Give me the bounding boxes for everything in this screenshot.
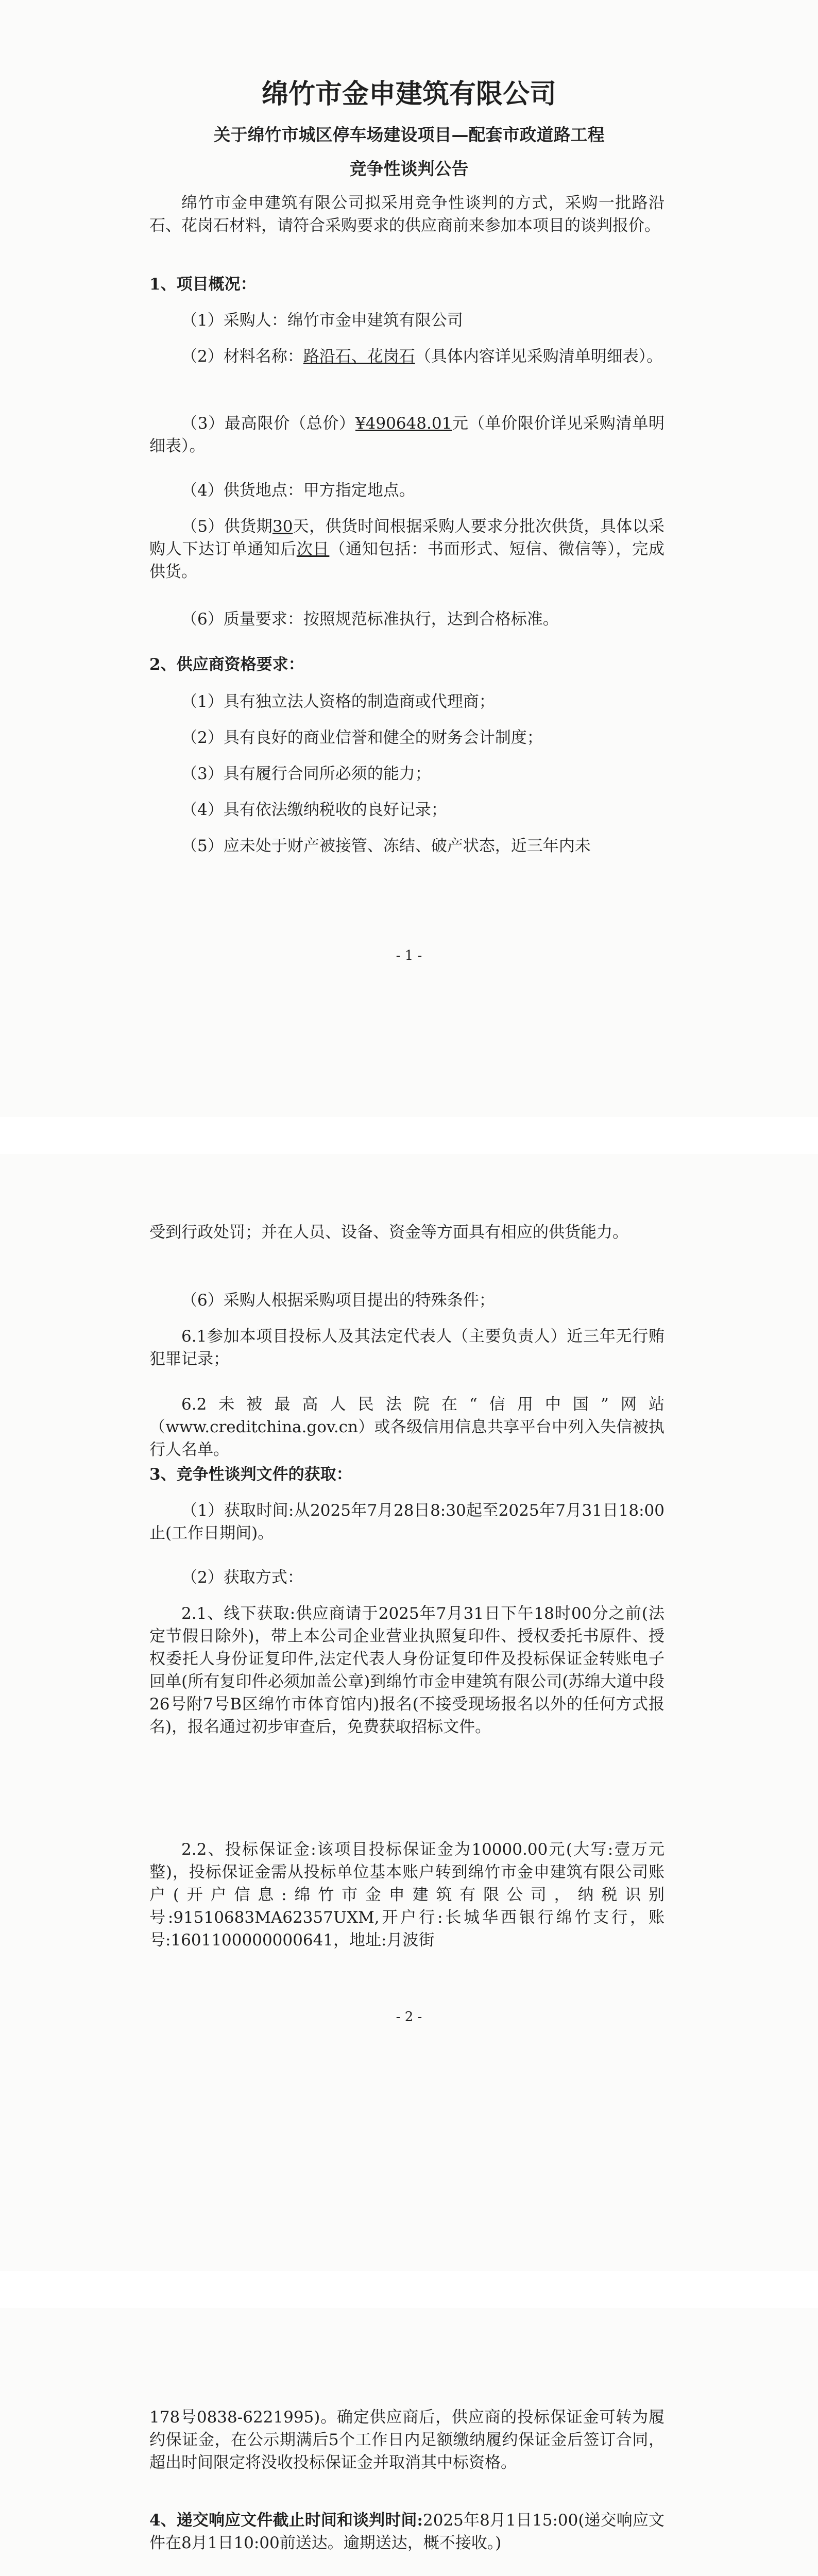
item-purchaser: （1）采购人：绵竹市金申建筑有限公司: [181, 311, 463, 330]
item-delivery-period: [149, 515, 664, 583]
text: （通知包括：书面形式、短信、微信等），完成供货。: [149, 540, 665, 581]
offline-obtain: 2.1、线下获取:供应商请于2025年7月31日下午18时00分之前(法定节假日除外)，带上本公司企业营业执照复印件、授权委托书原件、授权委托人身份证复印件,法定代表人身份证复印件及投标保证金转账电子回单(所有复印件必须加盖公章)到绵竹市金申建筑有限公司(苏绵大道中段26号附7号B区绵竹市体育馆内)报名(不接受现场报名以外的任何方式报名)，报名通过初步审查后，免费获取招标文件。: [149, 1604, 664, 1736]
continued-text: 178号0838-6221995)。确定供应商后，供应商的投标保证金可转为履约保证金，在公示期满后5个工作日内足额缴纳履约保证金后签订合同，超出时间限定将没收投标保证金并取消其中标资格。: [149, 2408, 664, 2472]
document-page-2: [0, 1154, 818, 2271]
qual-1: （1）具有独立法人资格的制造商或代理商；: [181, 692, 495, 711]
document-page-1: [0, 0, 818, 1117]
deadline: [149, 2509, 664, 2554]
page-number: - 1 -: [396, 948, 422, 963]
obtain-method: （2）获取方式：: [181, 1568, 303, 1587]
qual-6-2: 6.2未被最高人民法院在“信用中国”网站（www.creditchina.gov.cn）或各级信用信息共享平台中列入失信被执行人名单。: [149, 1395, 664, 1459]
label: （2）材料名称：: [181, 347, 303, 366]
qual-2: （2）具有良好的商业信誉和健全的财务会计制度；: [181, 728, 543, 747]
section-4-heading: 4、递交响应文件截止时间和谈判时间:: [149, 2511, 423, 2530]
obtain-time: （1）获取时间:从2025年7月28日8:30起至2025年7月31日18:00止(工作日期间)。: [149, 1501, 664, 1543]
document-page-3: [0, 2308, 818, 2576]
intro-paragraph: 绵竹市金申建筑有限公司拟采用竞争性谈判的方式，采购一批路沿石、花岗石材料，请符合采购要求的供应商前来参加本项目的谈判报价。: [149, 194, 664, 235]
qual-4: （4）具有依法缴纳税收的良好记录；: [181, 801, 447, 819]
page-number: - 2 -: [396, 2009, 422, 2025]
note: 元（单价限价详见采购清单明细表）。: [149, 414, 665, 455]
item-quality: （6）质量要求：按照规范标准执行，达到合格标准。: [181, 610, 559, 629]
qual-6: （6）采购人根据采购项目提出的特殊条件；: [181, 1291, 495, 1310]
section-1-heading: 1、项目概况：: [149, 275, 257, 294]
item-material-name: [149, 345, 664, 368]
item-max-price: [149, 412, 664, 457]
qual-6-1: 6.1参加本项目投标人及其法定代表人（主要负责人）近三年无行贿犯罪记录；: [149, 1327, 664, 1368]
next-day: 次日: [296, 540, 330, 558]
label: （5）供货期: [181, 517, 272, 536]
section-3-heading: 3、竞争性谈判文件的获取：: [149, 1465, 352, 1484]
project-title: 关于绵竹市城区停车场建设项目—配套市政道路工程: [213, 125, 605, 145]
section-2-heading: 2、供应商资格要求：: [149, 655, 304, 674]
notice-title: 竞争性谈判公告: [349, 159, 469, 179]
item-delivery-place: （4）供货地点：甲方指定地点。: [181, 481, 415, 500]
material-value: 路沿石、花岗石: [303, 347, 415, 366]
note: （具体内容详见采购清单明细表）。: [415, 347, 663, 366]
deadline-value: 2025年8月1日15:00(递交响应文件在8月1日10:00前送达。逾期送达，概不接收。): [149, 2511, 664, 2552]
qual-5: （5）应未处于财产被接管、冻结、破产状态，近三年内未: [181, 837, 591, 855]
company-title: 绵竹市金申建筑有限公司: [261, 78, 556, 110]
text: 天，供货时间根据采购人要求分批次供货，具体以采购人下达订单通知后: [149, 517, 664, 558]
label: （3）最高限价（总价）: [181, 414, 355, 433]
days-value: 30: [272, 517, 293, 536]
bid-deposit: 2.2、投标保证金:该项目投标保证金为10000.00元(大写:壹万元整)，投标保证金需从投标单位基本账户转到绵竹市金申建筑有限公司账户(开户信息:绵竹市金申建筑有限公司，纳税识别号:91510683MA62357UXM,开户行:长城华西银行绵竹支行，账号:1601100000000641，地址:月波街: [149, 1840, 664, 1950]
qual-3: （3）具有履行合同所必须的能力；: [181, 765, 431, 783]
continued-text: 受到行政处罚；并在人员、设备、资金等方面具有相应的供货能力。: [149, 1223, 628, 1242]
price-value: ¥490648.01: [355, 414, 452, 433]
